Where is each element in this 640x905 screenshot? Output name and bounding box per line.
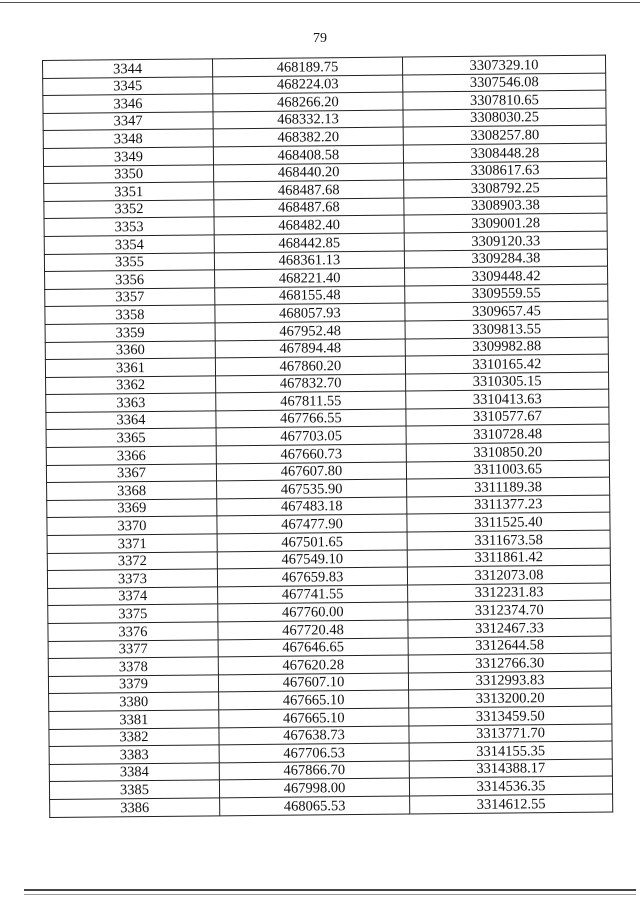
y-coordinate-cell: 3308903.38 (404, 196, 607, 216)
point-number-cell: 3379 (48, 675, 218, 694)
page-number: 79 (313, 31, 327, 46)
y-coordinate-cell: 3311525.40 (407, 513, 610, 533)
x-coordinate-cell: 467741.55 (218, 585, 408, 604)
y-coordinate-cell: 3311003.65 (406, 460, 609, 480)
point-number-cell: 3381 (49, 710, 219, 729)
x-coordinate-cell: 467549.10 (217, 550, 407, 569)
x-coordinate-cell: 468382.20 (213, 127, 403, 146)
coordinates-table (42, 55, 613, 818)
x-coordinate-cell: 467501.65 (217, 532, 407, 551)
x-coordinate-cell: 467665.10 (219, 690, 409, 709)
y-coordinate-cell: 3311377.23 (407, 495, 610, 515)
y-coordinate-cell: 3308448.28 (403, 143, 606, 163)
y-coordinate-cell: 3311189.38 (407, 477, 610, 497)
point-number-cell: 3370 (47, 516, 217, 535)
y-coordinate-cell: 3314536.35 (409, 776, 612, 796)
x-coordinate-cell: 467646.65 (218, 638, 408, 657)
point-number-cell: 3364 (46, 411, 216, 430)
point-number-cell: 3360 (45, 340, 215, 359)
y-coordinate-cell: 3312073.08 (407, 565, 610, 585)
y-coordinate-cell: 3312993.83 (408, 671, 611, 691)
x-coordinate-cell: 468440.20 (214, 163, 404, 182)
point-number-cell: 3344 (43, 59, 213, 78)
y-coordinate-cell: 3312766.30 (408, 653, 611, 673)
y-coordinate-cell: 3312231.83 (408, 583, 611, 603)
x-coordinate-cell: 467706.53 (219, 743, 409, 762)
point-number-cell: 3355 (44, 252, 214, 271)
y-coordinate-cell: 3309120.33 (404, 231, 607, 251)
y-coordinate-cell: 3310728.48 (406, 425, 609, 445)
x-coordinate-cell: 468487.68 (214, 198, 404, 217)
point-number-cell: 3356 (45, 270, 215, 289)
x-coordinate-cell: 468155.48 (215, 286, 405, 305)
point-number-cell: 3359 (45, 323, 215, 342)
point-number-cell: 3372 (47, 551, 217, 570)
x-coordinate-cell: 468408.58 (213, 145, 403, 164)
point-number-cell: 3361 (45, 358, 215, 377)
x-coordinate-cell: 467766.55 (216, 409, 406, 428)
point-number-cell: 3363 (46, 393, 216, 412)
bottom-edge-rule (24, 889, 636, 891)
y-coordinate-cell: 3313459.50 (409, 706, 612, 726)
point-number-cell: 3366 (46, 446, 216, 465)
x-coordinate-cell: 467477.90 (217, 514, 407, 533)
y-coordinate-cell: 3309657.45 (405, 301, 608, 321)
x-coordinate-cell: 467720.48 (218, 620, 408, 639)
y-coordinate-cell: 3308792.25 (404, 178, 607, 198)
point-number-cell: 3365 (46, 428, 216, 447)
point-number-cell: 3348 (43, 129, 213, 148)
point-number-cell: 3384 (49, 763, 219, 782)
x-coordinate-cell: 467659.83 (217, 567, 407, 586)
x-coordinate-cell: 467638.73 (219, 726, 409, 745)
y-coordinate-cell: 3307810.65 (403, 90, 606, 110)
x-coordinate-cell: 467760.00 (218, 602, 408, 621)
point-number-cell: 3349 (43, 147, 213, 166)
x-coordinate-cell: 467998.00 (219, 778, 409, 797)
x-coordinate-cell: 467665.10 (219, 708, 409, 727)
point-number-cell: 3382 (49, 727, 219, 746)
point-number-cell: 3378 (48, 657, 218, 676)
y-coordinate-cell: 3311673.58 (407, 530, 610, 550)
point-number-cell: 3375 (48, 604, 218, 623)
y-coordinate-cell: 3309448.42 (405, 266, 608, 286)
point-number-cell: 3350 (44, 164, 214, 183)
x-coordinate-cell: 467483.18 (217, 497, 407, 516)
point-number-cell: 3345 (43, 76, 213, 95)
point-number-cell: 3352 (44, 200, 214, 219)
y-coordinate-cell: 3309284.38 (404, 249, 607, 269)
top-edge-rule (0, 2, 640, 3)
y-coordinate-cell: 3308030.25 (403, 108, 606, 128)
point-number-cell: 3346 (43, 94, 213, 113)
x-coordinate-cell: 468224.03 (213, 75, 403, 94)
point-number-cell: 3374 (48, 587, 218, 606)
bottom-edge-rule-thin (24, 894, 636, 895)
x-coordinate-cell: 468361.13 (214, 251, 404, 270)
x-coordinate-cell: 467811.55 (216, 391, 406, 410)
point-number-cell: 3354 (44, 235, 214, 254)
x-coordinate-cell: 468482.40 (214, 215, 404, 234)
y-coordinate-cell: 3308257.80 (403, 125, 606, 145)
point-number-cell: 3377 (48, 639, 218, 658)
x-coordinate-cell: 467832.70 (216, 374, 406, 393)
y-coordinate-cell: 3309559.55 (405, 284, 608, 304)
y-coordinate-cell: 3310165.42 (405, 354, 608, 374)
x-coordinate-cell: 468221.40 (215, 268, 405, 287)
point-number-cell: 3367 (46, 464, 216, 483)
x-coordinate-cell: 468442.85 (214, 233, 404, 252)
point-number-cell: 3383 (49, 745, 219, 764)
y-coordinate-cell: 3307329.10 (402, 55, 605, 75)
y-coordinate-cell: 3310305.15 (406, 372, 609, 392)
y-coordinate-cell: 3312644.58 (408, 636, 611, 656)
x-coordinate-cell: 467607.10 (218, 673, 408, 692)
x-coordinate-cell: 468332.13 (213, 110, 403, 129)
y-coordinate-cell: 3309982.88 (405, 337, 608, 357)
x-coordinate-cell: 467866.70 (219, 761, 409, 780)
coordinates-table-body (43, 55, 613, 817)
y-coordinate-cell: 3312467.33 (408, 618, 611, 638)
y-coordinate-cell: 3311861.42 (407, 548, 610, 568)
y-coordinate-cell: 3314388.17 (409, 759, 612, 779)
point-number-cell: 3362 (46, 376, 216, 395)
x-coordinate-cell: 467660.73 (216, 444, 406, 463)
x-coordinate-cell: 467860.20 (215, 356, 405, 375)
point-number-cell: 3347 (43, 112, 213, 131)
point-number-cell: 3368 (47, 481, 217, 500)
x-coordinate-cell: 467607.80 (216, 462, 406, 481)
y-coordinate-cell: 3313200.20 (409, 688, 612, 708)
x-coordinate-cell: 468189.75 (212, 57, 402, 76)
x-coordinate-cell: 468266.20 (213, 92, 403, 111)
point-number-cell: 3357 (45, 288, 215, 307)
point-number-cell: 3380 (49, 692, 219, 711)
y-coordinate-cell: 3312374.70 (408, 600, 611, 620)
x-coordinate-cell: 467620.28 (218, 655, 408, 674)
point-number-cell: 3373 (47, 569, 217, 588)
y-coordinate-cell: 3314155.35 (409, 741, 612, 761)
x-coordinate-cell: 468487.68 (214, 180, 404, 199)
y-coordinate-cell: 3310850.20 (406, 442, 609, 462)
point-number-cell: 3353 (44, 217, 214, 236)
x-coordinate-cell: 467894.48 (215, 339, 405, 358)
point-number-cell: 3371 (47, 534, 217, 553)
y-coordinate-cell: 3309001.28 (404, 213, 607, 233)
point-number-cell: 3386 (50, 798, 220, 817)
y-coordinate-cell: 3314612.55 (410, 794, 613, 814)
x-coordinate-cell: 468057.93 (215, 303, 405, 322)
point-number-cell: 3376 (48, 622, 218, 641)
x-coordinate-cell: 467535.90 (217, 479, 407, 498)
x-coordinate-cell: 467952.48 (215, 321, 405, 340)
y-coordinate-cell: 3309813.55 (405, 319, 608, 339)
y-coordinate-cell: 3313771.70 (409, 724, 612, 744)
y-coordinate-cell: 3308617.63 (404, 161, 607, 181)
point-number-cell: 3351 (44, 182, 214, 201)
y-coordinate-cell: 3310413.63 (406, 389, 609, 409)
x-coordinate-cell: 467703.05 (216, 426, 406, 445)
point-number-cell: 3385 (49, 780, 219, 799)
y-coordinate-cell: 3310577.67 (406, 407, 609, 427)
x-coordinate-cell: 468065.53 (220, 796, 410, 815)
y-coordinate-cell: 3307546.08 (403, 73, 606, 93)
point-number-cell: 3369 (47, 499, 217, 518)
point-number-cell: 3358 (45, 305, 215, 324)
